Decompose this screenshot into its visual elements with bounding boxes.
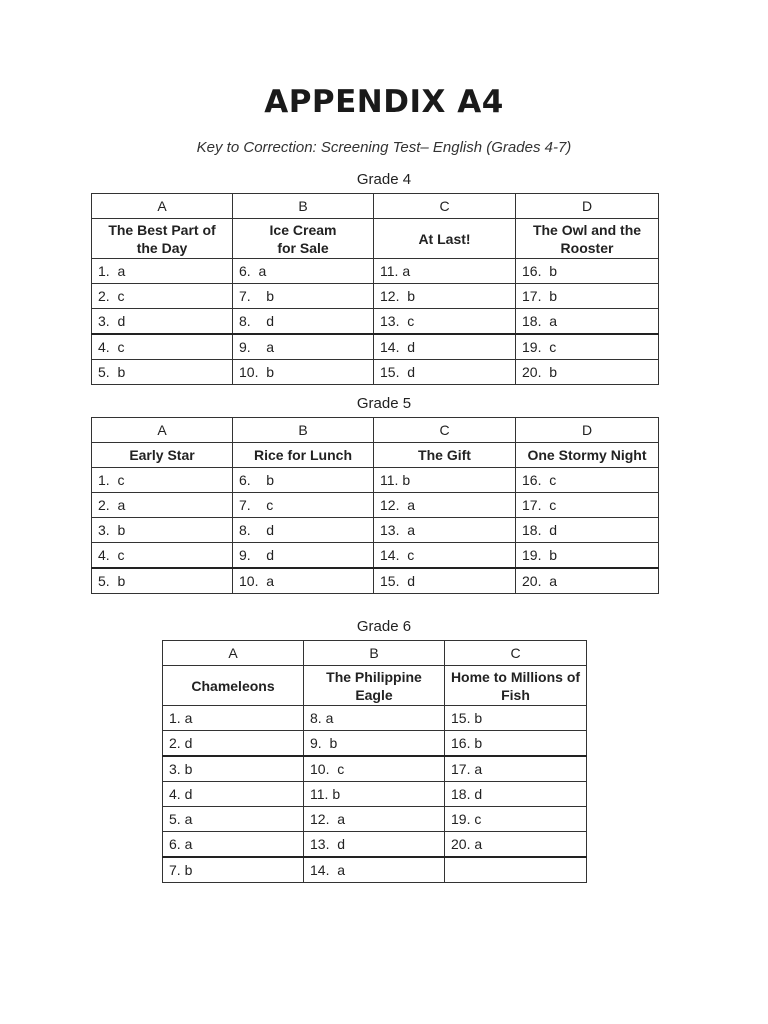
story-title: Chameleons	[163, 666, 304, 706]
answer-cell: 15. b	[445, 706, 587, 731]
answer-row	[163, 832, 587, 858]
answer-cell: 1. a	[163, 706, 304, 731]
column-letter: A	[163, 641, 304, 666]
column-letter: B	[304, 641, 445, 666]
letter-row	[92, 418, 659, 443]
answer-cell: 5. a	[163, 807, 304, 832]
answer-cell: 2. d	[163, 731, 304, 757]
answer-cell: 19. c	[516, 334, 659, 360]
answer-cell: 14. c	[374, 543, 516, 569]
story-title-row	[92, 443, 659, 468]
answer-cell: 12. a	[304, 807, 445, 832]
answer-cell: 9. a	[233, 334, 374, 360]
story-title: The Best Part of the Day	[92, 219, 233, 259]
answer-cell: 1. a	[92, 259, 233, 284]
story-title: The Owl and the Rooster	[516, 219, 659, 259]
answer-cell: 11. b	[374, 468, 516, 493]
column-letter: C	[445, 641, 587, 666]
page-subtitle: Key to Correction: Screening Test– English (Grades 4-7)	[196, 139, 572, 156]
answer-cell: 15. d	[374, 568, 516, 594]
answer-cell: 7. c	[233, 493, 374, 518]
story-title: Home to Millions of Fish	[445, 666, 587, 706]
answer-cell: 10. a	[233, 568, 374, 594]
answer-cell: 11. b	[304, 782, 445, 807]
story-title-row	[163, 666, 587, 706]
grade-5-table	[91, 417, 659, 594]
answer-cell: 20. b	[516, 360, 659, 385]
story-title: One Stormy Night	[516, 443, 659, 468]
story-title: Early Star	[92, 443, 233, 468]
answer-row	[163, 857, 587, 883]
answer-cell: 14. a	[304, 857, 445, 883]
answer-cell: 3. d	[92, 309, 233, 335]
letter-row	[92, 194, 659, 219]
answer-row	[92, 334, 659, 360]
answer-cell: 16. b	[445, 731, 587, 757]
answer-cell: 18. a	[516, 309, 659, 335]
answer-row	[163, 706, 587, 731]
column-letter: C	[374, 194, 516, 219]
answer-cell: 19. b	[516, 543, 659, 569]
answer-cell: 4. d	[163, 782, 304, 807]
answer-row	[92, 543, 659, 569]
column-letter: B	[233, 418, 374, 443]
answer-cell: 9. b	[304, 731, 445, 757]
story-title: The Philippine Eagle	[304, 666, 445, 706]
answer-row	[92, 493, 659, 518]
answer-cell: 10. c	[304, 756, 445, 782]
answer-cell: 20. a	[445, 832, 587, 858]
answer-cell: 15. d	[374, 360, 516, 385]
answer-cell: 7. b	[163, 857, 304, 883]
answer-cell: 8. d	[233, 518, 374, 543]
grade-6-heading: Grade 6	[356, 618, 412, 635]
answer-cell: 17. a	[445, 756, 587, 782]
answer-cell: 1. c	[92, 468, 233, 493]
answer-cell: 6. b	[233, 468, 374, 493]
story-title: The Gift	[374, 443, 516, 468]
answer-cell: 5. b	[92, 360, 233, 385]
answer-row	[92, 309, 659, 335]
column-letter: D	[516, 194, 659, 219]
answer-cell: 18. d	[445, 782, 587, 807]
answer-cell: 11. a	[374, 259, 516, 284]
answer-cell	[445, 857, 587, 883]
letter-row	[163, 641, 587, 666]
column-letter: C	[374, 418, 516, 443]
answer-cell: 17. c	[516, 493, 659, 518]
story-title-row	[92, 219, 659, 259]
answer-row	[92, 284, 659, 309]
answer-cell: 2. c	[92, 284, 233, 309]
answer-row	[163, 756, 587, 782]
answer-row	[92, 518, 659, 543]
answer-cell: 13. d	[304, 832, 445, 858]
answer-cell: 17. b	[516, 284, 659, 309]
answer-cell: 8. d	[233, 309, 374, 335]
answer-cell: 10. b	[233, 360, 374, 385]
answer-row	[163, 807, 587, 832]
grade-4-table	[91, 193, 659, 385]
answer-row	[163, 782, 587, 807]
answer-cell: 20. a	[516, 568, 659, 594]
answer-cell: 6. a	[163, 832, 304, 858]
answer-cell: 3. b	[92, 518, 233, 543]
answer-cell: 4. c	[92, 543, 233, 569]
answer-cell: 9. d	[233, 543, 374, 569]
story-title: At Last!	[374, 219, 516, 259]
answer-cell: 14. d	[374, 334, 516, 360]
answer-cell: 19. c	[445, 807, 587, 832]
answer-cell: 8. a	[304, 706, 445, 731]
answer-row	[92, 568, 659, 594]
answer-cell: 13. a	[374, 518, 516, 543]
answer-row	[92, 259, 659, 284]
answer-cell: 3. b	[163, 756, 304, 782]
answer-cell: 18. d	[516, 518, 659, 543]
answer-cell: 13. c	[374, 309, 516, 335]
answer-row	[92, 468, 659, 493]
answer-cell: 5. b	[92, 568, 233, 594]
answer-cell: 7. b	[233, 284, 374, 309]
page-title: APPENDIX A4	[264, 84, 504, 120]
answer-cell: 2. a	[92, 493, 233, 518]
answer-row	[163, 731, 587, 757]
column-letter: B	[233, 194, 374, 219]
answer-cell: 12. a	[374, 493, 516, 518]
story-title: Ice Cream for Sale	[233, 219, 374, 259]
grade-6-table	[162, 640, 587, 883]
grade-4-heading: Grade 4	[356, 171, 412, 188]
story-title: Rice for Lunch	[233, 443, 374, 468]
answer-cell: 12. b	[374, 284, 516, 309]
grade-5-heading: Grade 5	[356, 395, 412, 412]
column-letter: D	[516, 418, 659, 443]
answer-cell: 16. c	[516, 468, 659, 493]
column-letter: A	[92, 418, 233, 443]
answer-cell: 6. a	[233, 259, 374, 284]
answer-row	[92, 360, 659, 385]
column-letter: A	[92, 194, 233, 219]
answer-cell: 4. c	[92, 334, 233, 360]
answer-cell: 16. b	[516, 259, 659, 284]
